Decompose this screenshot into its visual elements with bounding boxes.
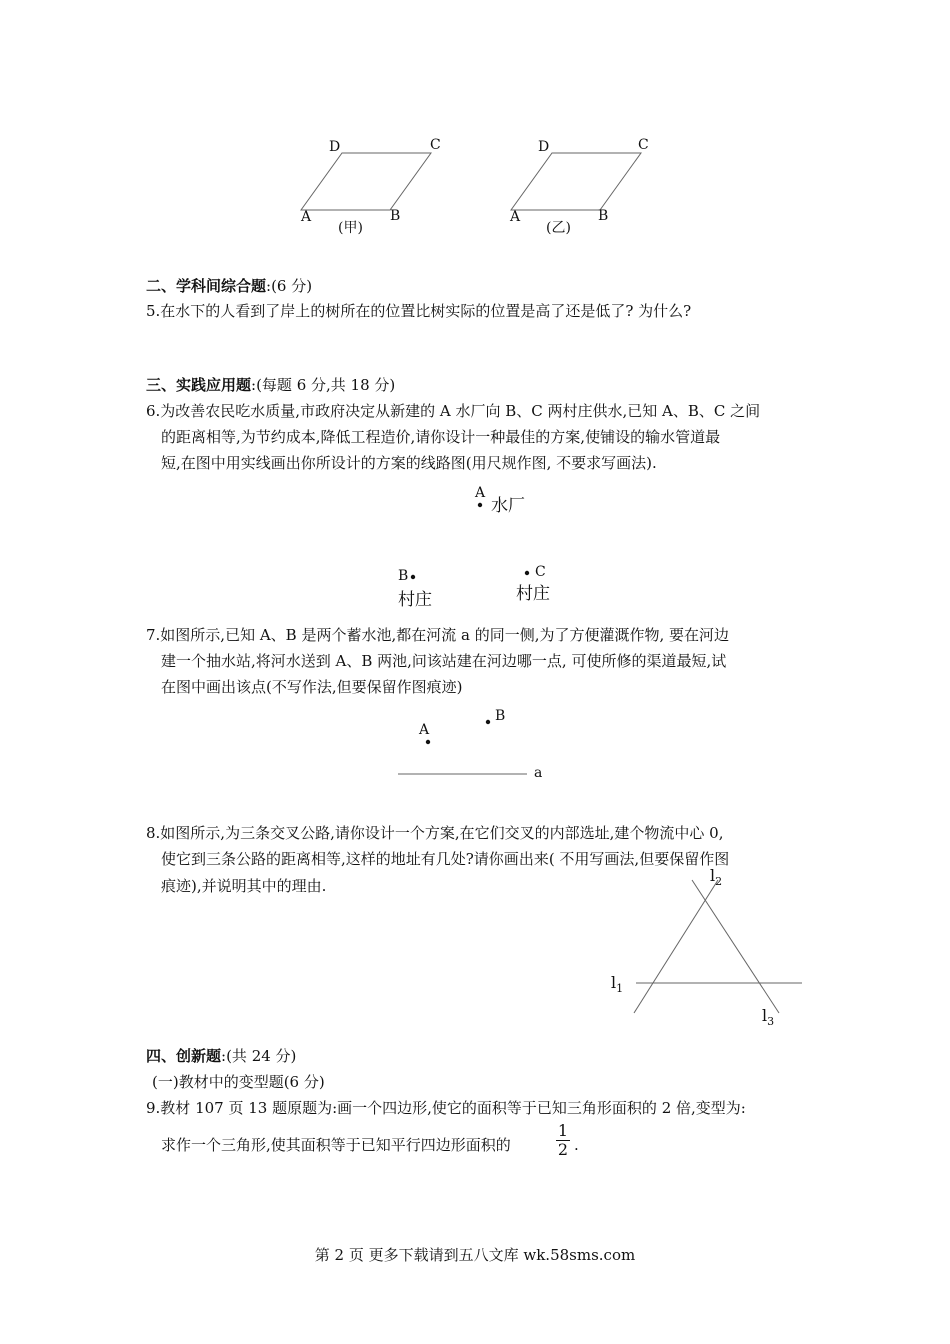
parallelogram-left [301, 153, 431, 210]
section-2-heading: 二、学科间综合题:(6 分) [146, 277, 313, 295]
label-c-right: C [638, 137, 649, 153]
question-7-line-3: 在图中画出该点(不写作法,但要保留作图痕迹) [161, 678, 463, 696]
fig6-water-plant: 水厂 [491, 496, 525, 516]
fraction-numerator: 1 [557, 1121, 569, 1140]
question-6-line-1: 6.为改善农民吃水质量,市政府决定从新建的 A 水厂向 B、C 两村庄供水,已知 A、B、C 之间 [146, 402, 761, 420]
question-7-line-2: 建一个抽水站,将河水送到 A、B 两池,问该站建在河边哪一点, 可使所修的渠道最短,试 [161, 652, 727, 670]
fig6-village-c: 村庄 [516, 584, 550, 604]
fraction-one-half [556, 1122, 570, 1159]
fig7-label-a: A [419, 722, 430, 738]
label-b-right: B [598, 208, 609, 224]
question-8-line-3: 痕迹),并说明其中的理由. [161, 877, 327, 895]
section-3-heading: 三、实践应用题:(每题 6 分,共 18 分) [146, 376, 396, 394]
label-c-left: C [430, 137, 441, 153]
fraction-denominator: 2 [557, 1140, 569, 1159]
label-d-right: D [538, 139, 550, 155]
fig6-village-b: 村庄 [398, 590, 432, 610]
label-a-right: A [510, 209, 521, 225]
label-d-left: D [329, 139, 341, 155]
label-b-left: B [390, 208, 401, 224]
point-b-pool [486, 720, 490, 724]
point-a-water-plant [478, 503, 482, 507]
fig7-label-b: B [495, 708, 506, 724]
question-6-line-3: 短,在图中用实线画出你所设计的方案的线路图(用尺规作图, 不要求写画法). [161, 454, 657, 472]
parallelogram-right [511, 153, 641, 210]
fig6-label-a: A [475, 485, 486, 501]
fig8-label-l3: $l_3$ [762, 1006, 775, 1029]
caption-yi: (乙) [546, 220, 571, 236]
question-9-period: . [574, 1136, 579, 1154]
question-7-line-1: 7.如图所示,已知 A、B 是两个蓄水池,都在河流 a 的同一侧,为了方便灌溉作物, 要在河边 [146, 626, 730, 644]
point-a-pool [426, 740, 430, 744]
question-9-line-1: 9.教材 107 页 13 题原题为:画一个四边形,使它的面积等于已知三角形面积的 2 倍,变型为: [146, 1099, 746, 1117]
caption-jia: (甲) [338, 220, 363, 236]
question-5: 5.在水下的人看到了岸上的树所在的位置比树实际的位置是高了还是低了? 为什么? [146, 302, 692, 320]
fig7-label-river: a [534, 765, 543, 781]
question-9-line-2: 求作一个三角形,使其面积等于已知平行四边形面积的 [161, 1136, 511, 1154]
fig6-label-c: C [535, 564, 546, 580]
road-l3 [692, 880, 779, 1013]
fig6-label-b: B [398, 568, 409, 584]
section-4-sub-1: (一)教材中的变型题(6 分) [152, 1073, 325, 1091]
point-c-village [525, 571, 529, 575]
page-footer: 第 2 页 更多下载请到五八文库 wk.58sms.com [314, 1246, 636, 1264]
fig8-label-l2: $l_2$ [710, 866, 723, 889]
question-8-line-1: 8.如图所示,为三条交叉公路,请你设计一个方案,在它们交叉的内部选址,建个物流中心 0, [146, 824, 724, 842]
fig8-label-l1: $l_1$ [611, 973, 624, 996]
section-4-heading: 四、创新题:(共 24 分) [146, 1047, 297, 1065]
question-6-line-2: 的距离相等,为节约成本,降低工程造价,请你设计一种最佳的方案,使铺设的输水管道最 [161, 428, 721, 446]
point-b-village [411, 575, 415, 579]
label-a-left: A [301, 209, 312, 225]
question-8-line-2: 使它到三条公路的距离相等,这样的地址有几处?请你画出来( 不用写画法,但要保留作图 [161, 850, 730, 868]
